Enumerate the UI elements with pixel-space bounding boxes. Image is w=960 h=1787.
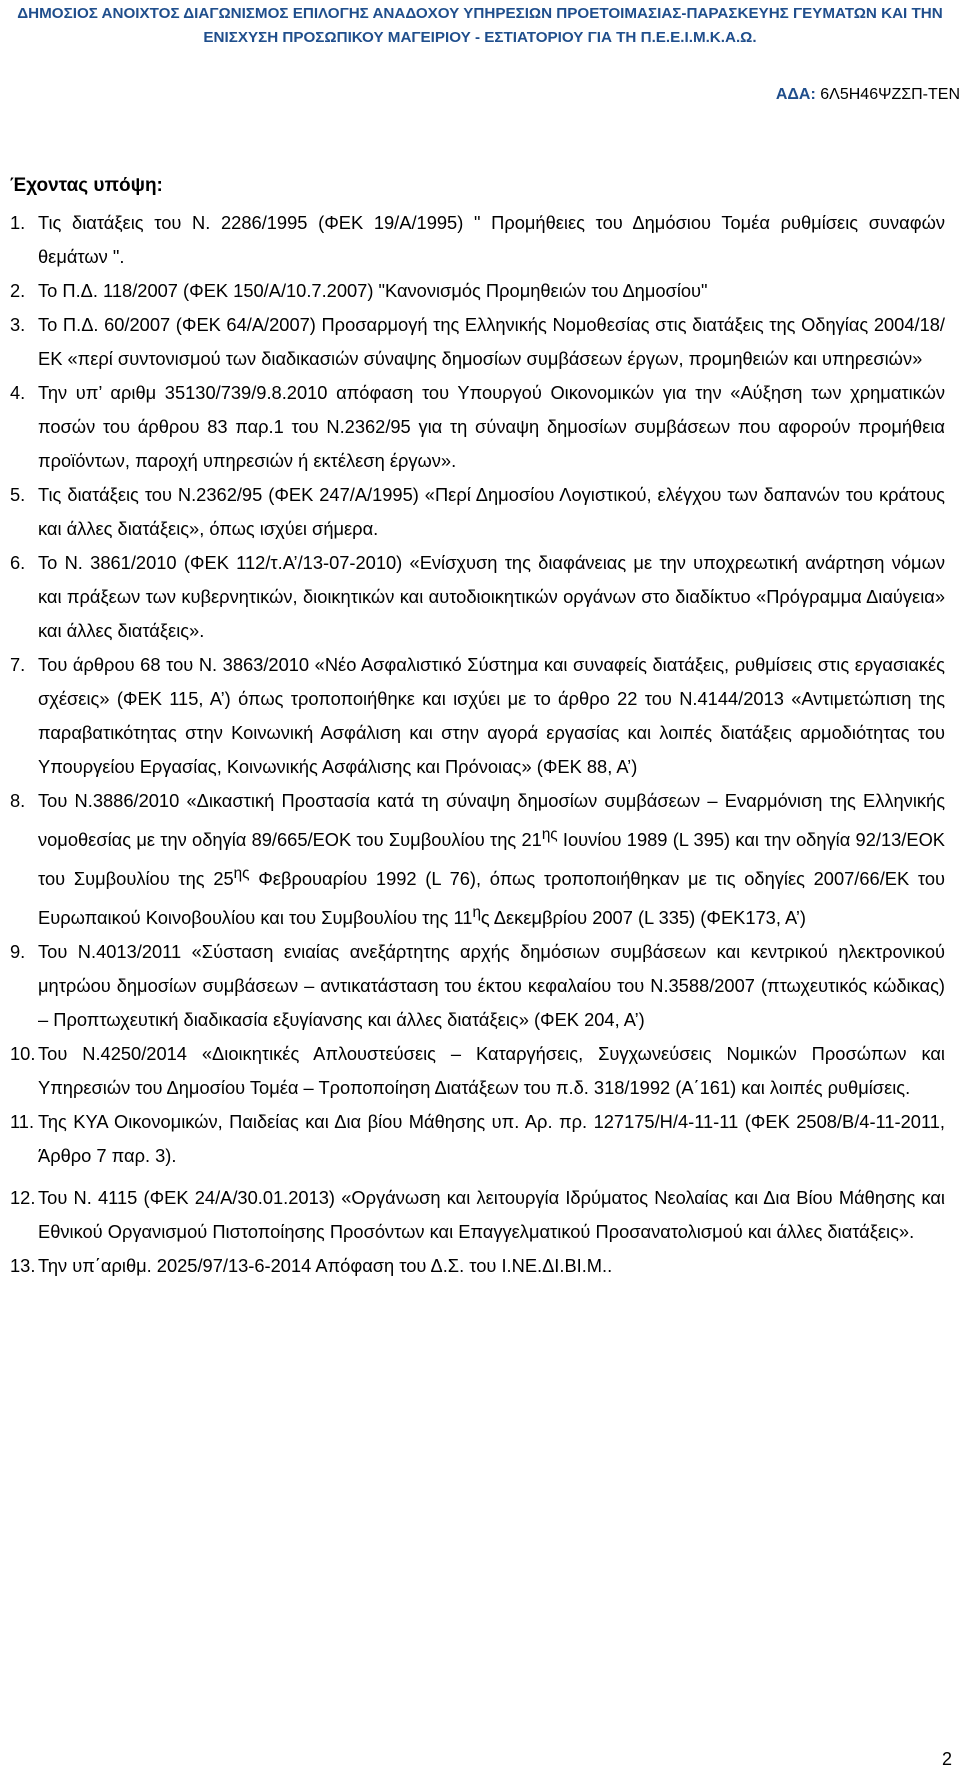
list-item (10, 1181, 945, 1249)
list-item-text: Του Ν. 4115 (ΦΕΚ 24/Α/30.01.2013) «Οργάνωση και λειτουργία Ιδρύματος Νεολαίας και Δια Βίου Μάθησης και Εθνικού Οργανισμού Πιστοποίησης Προσόντων και Επαγγελματικού Προσανατολισμού και άλλες διατάξεις». (38, 1187, 945, 1243)
list-item (10, 206, 945, 274)
ordinal-suffix: ης (541, 826, 558, 843)
document-header (0, 2, 960, 50)
list-item (10, 308, 945, 376)
header-line-2: ΕΝΙΣΧΥΣΗ ΠΡΟΣΩΠΙΚΟΥ ΜΑΓΕΙΡΙΟΥ - ΕΣΤΙΑΤΟΡΙΟΥ ΓΙΑ ΤΗ Π.Ε.Ε.Ι.Μ.Κ.Α.Ω. (203, 29, 757, 46)
list-item-number: 7. (10, 654, 26, 675)
list-item-text: Του άρθρου 68 του Ν. 3863/2010 «Νέο Ασφαλιστικό Σύστημα και συναφείς διατάξεις, ρυθμίσεις στις εργασιακές σχέσεις» (ΦΕΚ 115, Α’) όπως τροποποιήθηκε και ισχύει με το άρθρο 22 του Ν.4144/2013 «Αντιμετώπιση της παραβατικότητας στην Κοινωνική Ασφάλιση και στην αγορά εργασίας και λοιπές διατάξεις αρμοδιότητας του Υπουργείου Εργασίας, Κοινωνικής Ασφάλισης και Πρόνοιας» (ΦΕΚ 88, Α’) (38, 654, 945, 777)
list-item-number: 11. (10, 1111, 35, 1133)
list-item-number: 10. (10, 1043, 36, 1065)
list-item-text: Τις διατάξεις του Ν. 2286/1995 (ΦΕΚ 19/Α/1995) " Προμήθειες του Δημόσιου Τομέα ρυθμίσεις συναφών θεμάτων ". (38, 212, 945, 267)
list-item-number: 12. (10, 1187, 36, 1209)
list-item-number: 13. (10, 1255, 36, 1277)
list-item-number: 4. (10, 382, 26, 403)
list-item-text: Τις διατάξεις του Ν.2362/95 (ΦΕΚ 247/Α/1995) «Περί Δημοσίου Λογιστικού, ελέγχου των δαπανών του κράτους και άλλες διατάξεις», όπως ισχύει σήμερα. (38, 484, 945, 539)
intro-heading: Έχοντας υπόψη: (10, 175, 163, 196)
list-item-text: Την υπ΄αριθμ. 2025/97/13-6-2014 Απόφαση του Δ.Σ. του Ι.ΝΕ.ΔΙ.ΒΙ.Μ.. (38, 1255, 613, 1277)
ada-reference (2, 85, 960, 105)
ada-value: 6Λ5Η46ΨΖΣΠ-ΤΕΝ (820, 86, 960, 103)
list-item (10, 478, 945, 546)
list-item (10, 935, 945, 1037)
ada-label: ΑΔΑ: (775, 86, 816, 103)
ordinal-suffix: η (472, 904, 481, 922)
list-item-text: Την υπ’ αριθμ 35130/739/9.8.2010 απόφαση του Υπουργού Οικονομικών για την «Αύξηση των χρηματικών ποσών του άρθρου 83 παρ.1 του Ν.2362/95 για τη σύναψη δημοσίων συμβάσεων που αφορούν προμήθεια προϊόντων, παροχή υπηρεσιών ή εκτέλεση έργων». (38, 382, 945, 471)
list-item-text: Του Ν.4013/2011 «Σύσταση ενιαίας ανεξάρτητης αρχής δημόσιων συμβάσεων και κεντρικού ηλεκτρονικού μητρώου δημοσίων συμβάσεων – αντικατάσταση του έκτου κεφαλαίου του Ν.3588/2007 (πτωχευτικός κώδικας) – Προπτωχευτική διαδικασία εξυγίανσης και άλλες διατάξεις» (ΦΕΚ 204, Α’) (38, 941, 945, 1031)
list-item-number: 5. (10, 484, 26, 505)
list-item-text: Το Π.Δ. 60/2007 (ΦΕΚ 64/Α/2007) Προσαρμογή της Ελληνικής Νομοθεσίας στις διατάξεις της Οδηγίας 2004/18/ΕΚ «περί συντονισμού των διαδικασιών σύναψης δημοσίων συμβάσεων έργων, προμηθειών και υπηρεσιών» (38, 314, 945, 369)
list-item-number: 6. (10, 552, 26, 573)
legal-basis-list (10, 206, 945, 1283)
list-item (10, 784, 945, 935)
list-item-text-part: Του Ν.3886/2010 «Δικαστική Προστασία κατά τη σύναψη δημοσίων συμβάσεων – Εναρμόνιση της Ελληνικής νομοθεσίας με την οδηγία 89/665/ΕΟΚ του Συμβουλίου της 21 (38, 790, 945, 851)
list-item-text-part: Ιουνίου 1989 (L 395) και την οδηγία 92/13/ΕΟΚ του Συμβουλίου της 25 (38, 829, 945, 890)
list-item (10, 546, 945, 648)
list-item (10, 376, 945, 478)
ordinal-suffix: ης (233, 865, 250, 883)
page-number: 2 (941, 1749, 952, 1769)
list-item-text: Το Π.Δ. 118/2007 (ΦΕΚ 150/Α/10.7.2007) "Κανονισμός Προμηθειών του Δημοσίου" (38, 280, 708, 301)
list-item (10, 1249, 945, 1283)
list-item-text-part: ς Δεκεμβρίου 2007 (L 335) (ΦΕΚ173, Α’) (480, 907, 806, 929)
list-item-number: 3. (10, 314, 26, 335)
list-item-number: 2. (10, 280, 26, 301)
list-item (10, 648, 945, 784)
list-item (10, 1105, 945, 1173)
list-item (10, 274, 945, 308)
list-item-number: 8. (10, 790, 26, 811)
list-item-text-part: Φεβρουαρίου 1992 (L 76), όπως τροποποιήθηκαν με τις οδηγίες 2007/66/ΕΚ του Ευρωπαικού Κοινοβουλίου και του Συμβουλίου της 11 (38, 868, 945, 929)
list-item-number: 1. (10, 212, 26, 233)
list-item-text: Το Ν. 3861/2010 (ΦΕΚ 112/τ.Α’/13-07-2010) «Ενίσχυση της διαφάνειας με την υποχρεωτική ανάρτηση νόμων και πράξεων των κυβερνητικών, διοικητικών και αυτοδιοικητικών οργάνων στο διαδίκτυο «Πρόγραμμα Διαύγεια» και άλλες διατάξεις». (38, 552, 945, 641)
list-item-text (38, 784, 945, 935)
list-item-text: Του Ν.4250/2014 «Διοικητικές Απλουστεύσεις – Καταργήσεις, Συγχωνεύσεις Νομικών Προσώπων και Υπηρεσιών του Δημοσίου Τομέα – Τροποποίηση Διατάξεων του π.δ. 318/1992 (Α΄161) και λοιπές ρυθμίσεις. (38, 1043, 945, 1099)
header-line-1: ΔΗΜΟΣΙΟΣ ΑΝΟΙΧΤΟΣ ΔΙΑΓΩΝΙΣΜΟΣ ΕΠΙΛΟΓΗΣ ΑΝΑΔΟΧΟΥ ΥΠΗΡΕΣΙΩΝ ΠΡΟΕΤΟΙΜΑΣΙΑΣ-ΠΑΡΑΣΚΕΥΗΣ ΓΕΥΜΑΤΩΝ ΚΑΙ ΤΗΝ (17, 5, 943, 22)
list-item (10, 1037, 945, 1105)
list-item-text: Της ΚΥΑ Οικονομικών, Παιδείας και Δια βίου Μάθησης υπ. Αρ. πρ. 127175/Η/4-11-11 (ΦΕΚ 2508/Β/4-11-2011, Άρθρο 7 παρ. 3). (38, 1111, 945, 1167)
list-item-number: 9. (10, 941, 26, 963)
